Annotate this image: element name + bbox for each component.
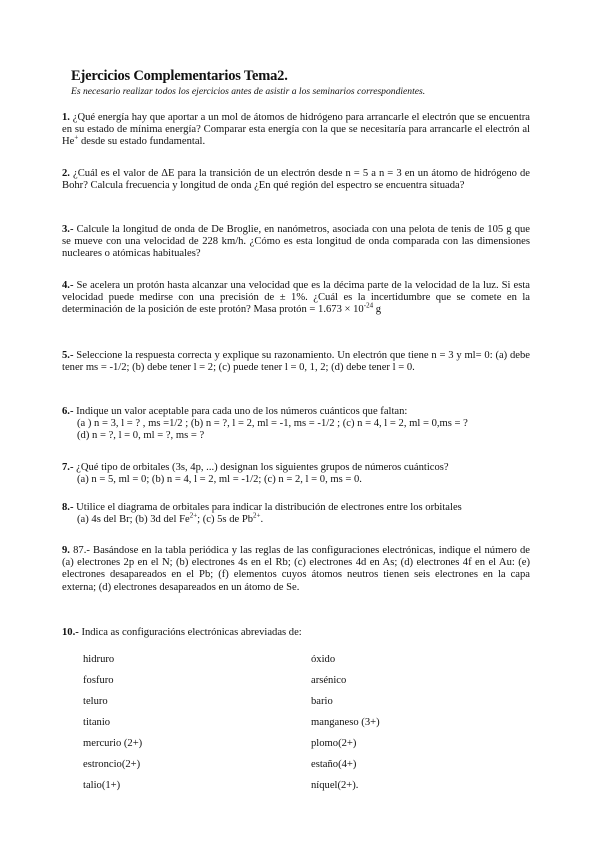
question-1 — [62, 112, 530, 149]
question-text: ¿Qué energía hay que aportar a un mol de átomos de hidrógeno para arrancarle el electrón que se encuentra en su estado de mínima energía? Comparar esta energía con la que se necesitaría para arrancarle el electrón al He — [62, 112, 530, 148]
page-subtitle: Es necesario realizar todos los ejercicios antes de asistir a los seminarios correspondientes. — [71, 86, 426, 97]
question-line-1: ¿Qué tipo de orbitales (3s, 4p, ...) designan los siguientes grupos de números cuánticos? — [76, 462, 449, 473]
question-line-2: (a) n = 5, ml = 0; (b) n = 4, l = 2, ml = -1/2; (c) n = 2, l = 0, ms = 0. — [77, 474, 362, 486]
question-text: Calcule la longitud de onda de De Broglie, en nanómetros, asociada con una pelota de tenis de 105 g que se mueve con una velocidad de 228 km/h. ¿Cómo es esta longitud de onda comparada con las dimensiones nucleares o atómicas habituales? — [62, 224, 530, 260]
charge-superscript: + — [74, 133, 79, 142]
question-text: Se acelera un protón hasta alcanzar una velocidad que es la décima parte de la velocidad de la luz. Si esta velocidad puede medirse con una precisión de ± 1%. ¿Cuál es la incertidumbre que se comete en la determinación de la posición de este protón? Masa protón = 1.673 × 10 — [62, 280, 530, 316]
question-number: 1. — [62, 112, 70, 123]
list-item-right: bario — [311, 696, 333, 707]
question-number: 8.- — [62, 502, 74, 513]
question-number: 9. — [62, 545, 70, 556]
charge-superscript: 2+ — [253, 511, 261, 520]
question-6 — [62, 406, 530, 443]
question-text: 87.- Basándose en la tabla periódica y las reglas de las configuraciones electrónicas, indique el número de (a) electrones 2p en el N; (b) electrones 4s en el Rb; (c) electrones 4d en As; (d) electrones 4f en el Au: (e) electrones desapareados en el Pb; (f) elementos cuyos átomos neutros tienen seis electrones en la capa externa; (d) electrones desapareados en un átomo de Se. — [62, 545, 530, 593]
question-text: Indica as configuracións electrónicas abreviadas de: — [81, 627, 302, 638]
question-3 — [62, 224, 530, 261]
list-item-left: titanio — [83, 717, 111, 728]
list-item-right: plomo(2+) — [311, 738, 357, 749]
question-line-2c: . — [260, 514, 264, 526]
question-8 — [62, 502, 530, 526]
question-text: Seleccione la respuesta correcta y explique su razonamiento. Un electrón que tiene n = 3 y ml= 0: (a) debe tener ms = -1/2; (b) debe tener l = 2; (c) puede tener l = 0, 1, 2; (d) debe tener l = 0. — [62, 350, 531, 374]
question-number: 3.- — [62, 224, 74, 235]
question-line-1: Indique un valor aceptable para cada uno de los números cuánticos que faltan: — [76, 406, 408, 417]
question-line-2: (a ) n = 3, l = ? , ms =1/2 ; (b) n = ?, l = 2, ml = -1, ms = -1/2 ; (c) n = 4, l = 2, ml = 0,ms = ? — [77, 418, 468, 430]
question-10 — [62, 627, 530, 639]
question-number: 7.- — [62, 462, 74, 473]
page-title: Ejercicios Complementarios Tema2. — [71, 68, 288, 84]
question-line-2b: ; (c) 5s de Pb — [197, 514, 254, 526]
list-item-right: arsénico — [311, 675, 347, 686]
list-item-left: fosfuro — [83, 675, 114, 686]
question-line-1: Utilice el diagrama de orbitales para indicar la distribución de electrones entre los orbitales — [76, 502, 462, 513]
list-item-right: óxido — [311, 654, 336, 665]
list-item-right: estaño(4+) — [311, 759, 357, 770]
question-5 — [62, 350, 530, 374]
list-item-left: estroncio(2+) — [83, 759, 141, 770]
list-item-right: manganeso (3+) — [311, 717, 380, 728]
question-line-3: (d) n = ?, l = 0, ml = ?, ms = ? — [77, 430, 205, 442]
question-7 — [62, 462, 530, 486]
question-number: 5.- — [62, 350, 74, 361]
question-text-tail: desde su estado fundamental. — [78, 136, 206, 148]
question-number: 4.- — [62, 280, 74, 291]
question-4 — [62, 280, 530, 317]
question-text-tail: g — [373, 304, 382, 316]
list-item-left: talio(1+) — [83, 780, 121, 791]
list-item-right: níquel(2+). — [311, 780, 359, 791]
list-item-left: hidruro — [83, 654, 115, 665]
question-number: 10.- — [62, 627, 79, 638]
question-line-2a: (a) 4s del Br; (b) 3d del Fe — [77, 514, 190, 526]
question-2 — [62, 168, 530, 192]
list-item-left: mercurio (2+) — [83, 738, 143, 749]
charge-superscript: 2+ — [189, 511, 198, 520]
question-number: 6.- — [62, 406, 74, 417]
exponent-superscript: -24 — [363, 301, 374, 310]
list-item-left: teluro — [83, 696, 108, 707]
question-number: 2. — [62, 168, 70, 179]
question-text: ¿Cuál es el valor de ΔE para la transición de un electrón desde n = 5 a n = 3 en un átomo de hidrógeno de Bohr? Calcula frecuencia y longitud de onda ¿En qué región del espectro se encuentra situada? — [62, 168, 530, 192]
question-9 — [62, 545, 530, 594]
